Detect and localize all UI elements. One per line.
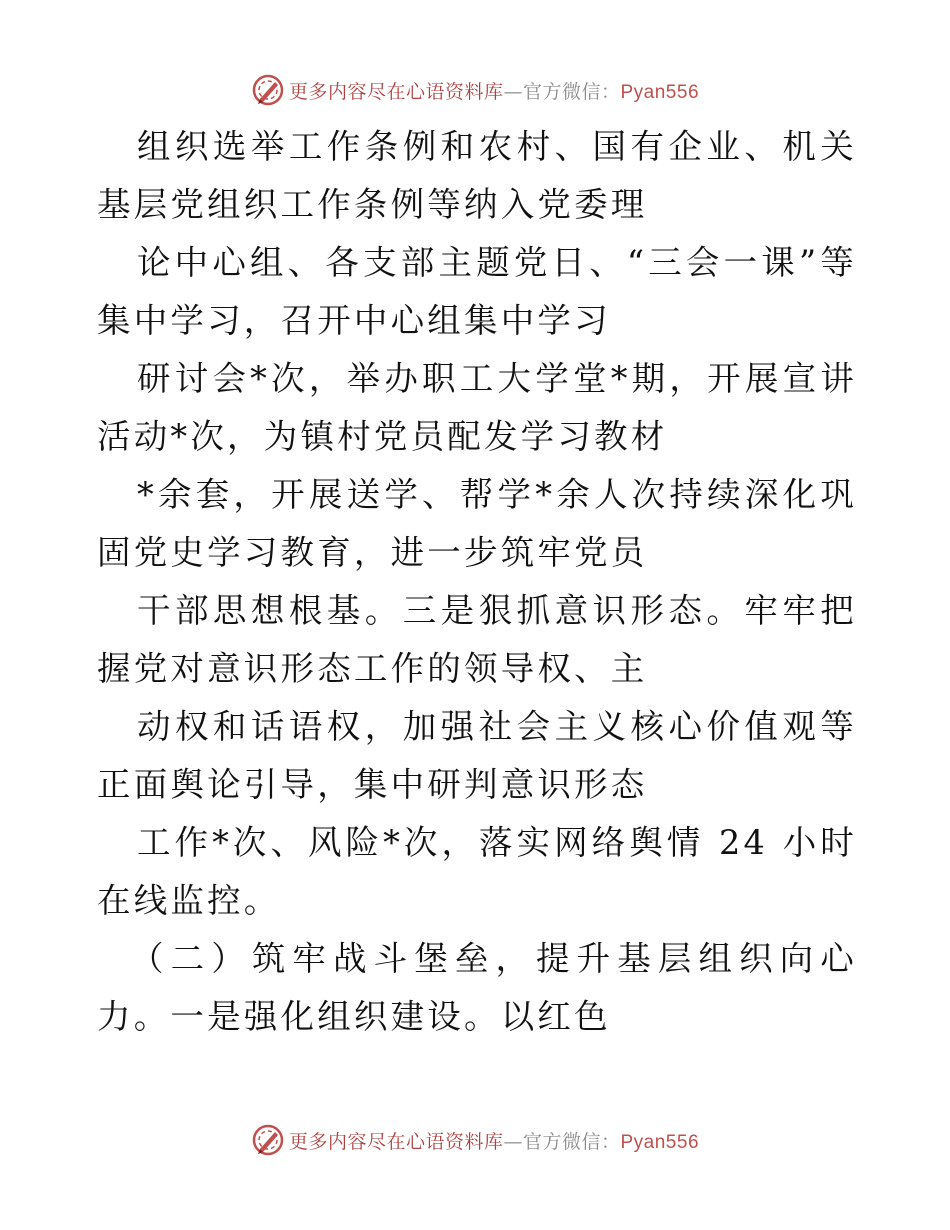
header-dash: — [503,80,523,103]
footer-label: 官方微信： [522,1130,621,1153]
paragraph-7: 工作*次、风险*次，落实网络舆情 24 小时在线监控。 [97,823,857,920]
paragraph-2: 论中心组、各支部主题党日、“三会一课”等集中学习，召开中心组集中学习 [97,243,857,340]
footer-dash: — [503,1130,523,1153]
paragraph-4: *余套，开展送学、帮学*余人次持续深化巩固党史学习教育，进一步筑牢党员 [97,475,857,572]
document-body [97,118,857,1046]
paragraph-8: （二）筑牢战斗堡垒，提升基层组织向心力。一是强化组织建设。以红色 [97,939,857,1036]
header-brand-text: 更多内容尽在心语资料库 [288,80,504,103]
pen-nib-logo-icon [251,1123,285,1157]
paragraph-5: 干部思想根基。三是狠抓意识形态。牢牢把握党对意识形态工作的领导权、主 [97,591,857,688]
footer-watermark [0,1118,950,1162]
header-wechat-id: Pyan556 [620,81,700,103]
paragraph-6: 动权和话语权，加强社会主义核心价值观等正面舆论引导，集中研判意识形态 [97,707,857,804]
pen-nib-logo-icon [251,73,285,107]
header-watermark [0,68,950,112]
paragraph-1: 组织选举工作条例和农村、国有企业、机关基层党组织工作条例等纳入党委理 [97,127,857,224]
header-label: 官方微信： [522,80,621,103]
footer-wechat-id: Pyan556 [620,1131,700,1153]
footer-brand-text: 更多内容尽在心语资料库 [288,1130,504,1153]
paragraph-3: 研讨会*次，举办职工大学堂*期，开展宣讲活动*次，为镇村党员配发学习教材 [97,359,857,456]
